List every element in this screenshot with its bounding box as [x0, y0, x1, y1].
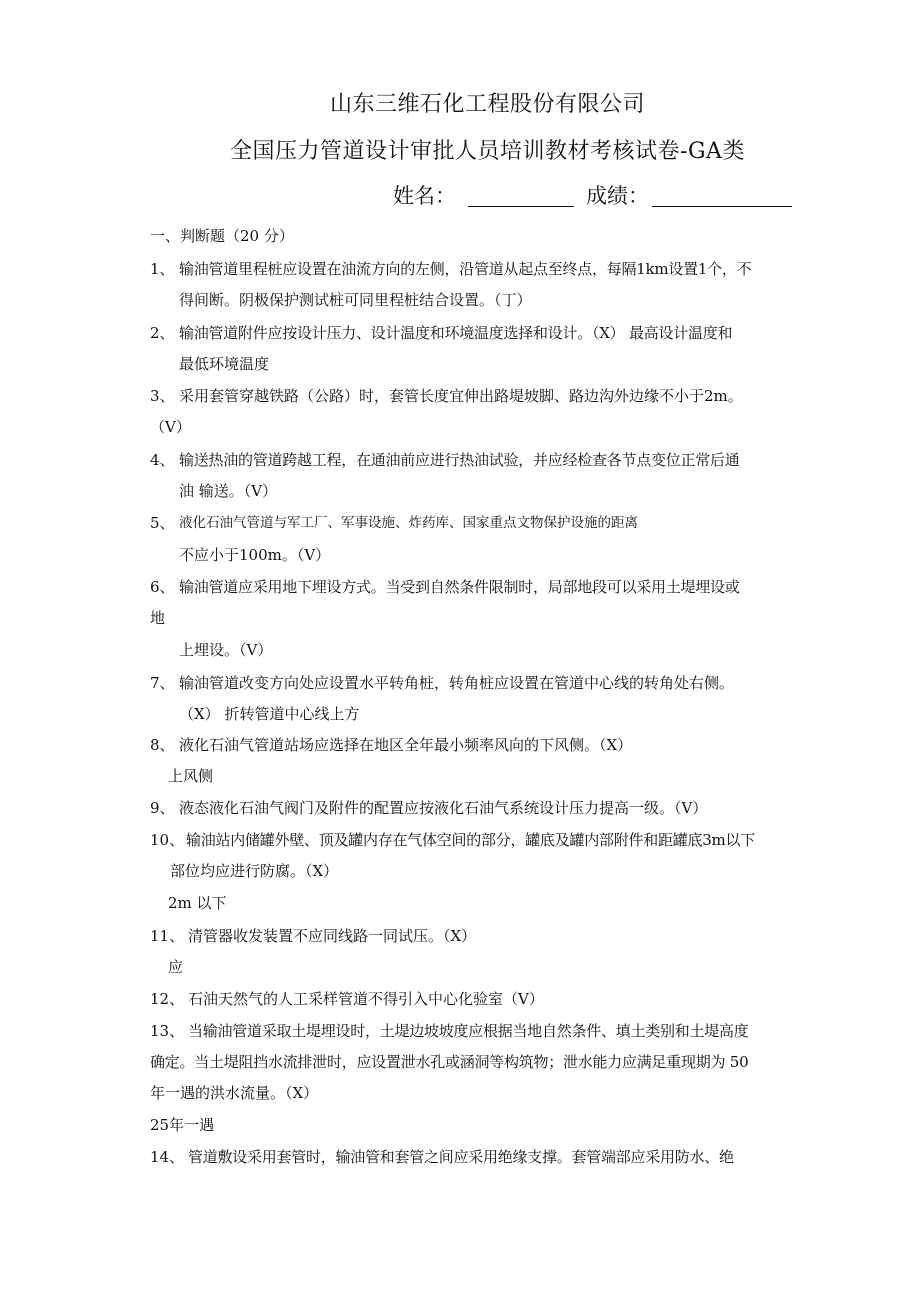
- question-text: 油 输送。（V）: [179, 482, 278, 500]
- question-text: 输送热油的管道跨越工程，在通油前应进行热油试验，并应经检查各节点变位正常后通: [179, 451, 740, 469]
- question-number: 8、: [150, 736, 175, 754]
- annotation-text: 最低环境温度: [179, 355, 270, 373]
- question-text: 管道敷设采用套管时，输油管和套管之间应采用绝缘支撑。套管端部应采用防水、绝: [188, 1148, 734, 1166]
- question-text: 部位均应进行防腐。（X）: [170, 862, 339, 880]
- annotation-text: 2m 以下: [168, 894, 227, 912]
- name-label: 姓名：: [393, 184, 456, 208]
- section-heading: 一、判断题（20 分）: [150, 227, 294, 245]
- question-text: 确定。当土堤阻挡水流排泄时，应设置泄水孔或涵洞等构筑物；泄水能力应满足重现期为 50: [150, 1053, 749, 1071]
- question-text: 输油管道附件应按设计压力、设计温度和环境温度选择和设计。（X） 最高设计温度和: [179, 324, 733, 342]
- question-number: 10、: [150, 831, 185, 849]
- question-number: 3、: [150, 387, 175, 405]
- question-text: 年一遇的洪水流量。（X）: [150, 1084, 319, 1102]
- question-number: 6、: [150, 578, 175, 596]
- question-text: 上埋设。（V）: [179, 641, 273, 659]
- question-text: 采用套管穿越铁路（公路）时，套管长度宜伸出路堤坡脚、路边沟外边缘不小于2m。: [179, 387, 743, 405]
- question-number: 12、: [150, 990, 185, 1008]
- question-text: 输油管道里程桩应设置在油流方向的左侧，沿管道从起点至终点，每隔1km设置1个，不: [179, 260, 752, 278]
- question-text: 清管器收发装置不应同线路一同试压。（X）: [188, 927, 477, 945]
- question-number: 7、: [150, 674, 175, 692]
- annotation-text: 应: [168, 958, 184, 976]
- question-text: 输油站内储罐外壁、顶及罐内存在气体空间的部分，罐底及罐内部附件和距罐底3m以下: [186, 831, 756, 849]
- score-blank[interactable]: [652, 206, 792, 207]
- question-number: 9、: [150, 799, 175, 817]
- answer-mark: （V）: [150, 418, 191, 436]
- question-text: 不应小于100m。（V）: [179, 546, 331, 564]
- score-label: 成绩：: [586, 184, 649, 208]
- question-number: 14、: [150, 1148, 185, 1166]
- question-text: 得间断。阴极保护测试桩可同里程桩结合设置。（丁）: [179, 291, 532, 309]
- question-text: 地: [150, 609, 166, 627]
- question-number: 2、: [150, 324, 175, 342]
- question-text: 输油管道改变方向处应设置水平转角桩，转角桩应设置在管道中心线的转角处右侧。: [179, 674, 735, 692]
- exam-title: 全国压力管道设计审批人员培训教材考核试卷-GA类: [230, 139, 745, 164]
- question-text: 石油天然气的人工采样管道不得引入中心化验室（V）: [188, 990, 544, 1008]
- question-number: 13、: [150, 1022, 185, 1040]
- question-text: 当输油管道采取土堤埋设时，土堤边坡坡度应根据当地自然条件、填土类别和土堤高度: [188, 1022, 749, 1040]
- annotation-text: 上风侧: [168, 767, 214, 785]
- question-text: 液化石油气管道站场应选择在地区全年最小频率风向的下风侧。（X）: [179, 736, 633, 754]
- question-number: 5、: [150, 514, 175, 532]
- name-blank[interactable]: [468, 206, 574, 207]
- question-text: 液化石油气管道与军工厂、军事设施、炸药库、国家重点文物保护设施的距离: [179, 515, 638, 531]
- question-number: 11、: [150, 927, 185, 945]
- question-text: 输油管道应采用地下埋设方式。当受到自然条件限制时，局部地段可以采用土堤埋设或: [179, 578, 740, 596]
- annotation-text: （X） 折转管道中心线上方: [179, 705, 360, 723]
- annotation-text: 25年一遇: [150, 1116, 215, 1134]
- company-name: 山东三维石化工程股份有限公司: [329, 92, 645, 117]
- question-number: 4、: [150, 451, 175, 469]
- question-text: 液态液化石油气阀门及附件的配置应按液化石油气系统设计压力提高一级。（V）: [179, 799, 708, 817]
- question-number: 1、: [150, 260, 175, 278]
